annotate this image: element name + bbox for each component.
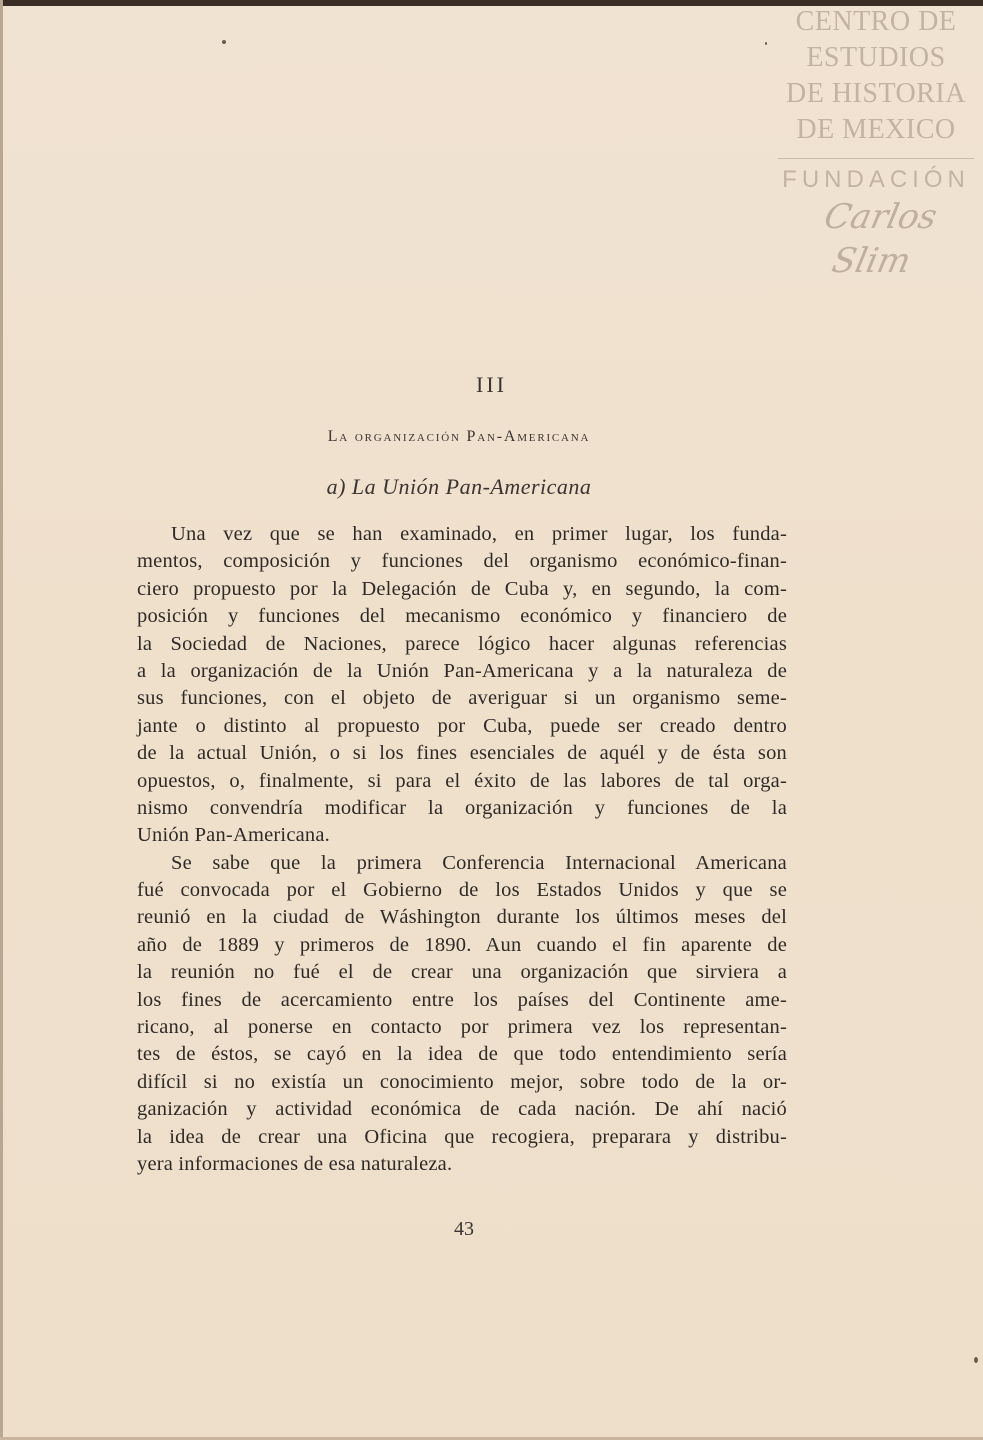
watermark-line: ESTUDIOS <box>806 42 946 73</box>
text-line: los fines de acercamiento entre los países del Continente ame- <box>137 988 787 1011</box>
text-line: yera informaciones de esa naturaleza. <box>137 1152 453 1175</box>
text-line: opuestos, o, finalmente, si para el éxito de las labores de tal orga- <box>137 769 787 792</box>
section-title: La organización Pan-Americana <box>327 428 591 445</box>
page-number: 43 <box>454 1218 474 1240</box>
watermark-foundation: FUNDACIÓN <box>782 166 970 193</box>
text-line: nismo convendría modificar la organización y funciones de la <box>137 796 787 819</box>
text-line: a la organización de la Unión Pan-Americana y a la naturaleza de <box>137 659 787 682</box>
watermark-line: DE HISTORIA <box>786 78 966 109</box>
text-line: reunió en la ciudad de Wáshington durante los últimos meses del <box>137 906 787 929</box>
text-line: mentos, composición y funciones del organismo económico-finan- <box>137 550 787 573</box>
watermark <box>781 4 971 283</box>
text-line: tes de éstos, se cayó en la idea de que todo entendimiento sería <box>137 1043 787 1066</box>
watermark-line: DE MEXICO <box>796 114 956 145</box>
text-line: posición y funciones del mecanismo económico y financiero de <box>137 605 787 628</box>
paper-speck <box>222 40 226 44</box>
text-line: difícil si no existía un conocimiento mejor, sobre todo de la or- <box>137 1070 787 1093</box>
text-line: año de 1889 y primeros de 1890. Aun cuando el fin aparente de <box>137 933 787 956</box>
body-text <box>137 521 787 1178</box>
text-line: ganización y actividad económica de cada nación. De ahí nació <box>137 1098 787 1121</box>
chapter-number: III <box>476 372 507 397</box>
text-line: de la actual Unión, o si los fines esenciales de aquél y de ésta son <box>137 742 787 765</box>
text-line: sus funciones, con el objeto de averiguar si un organismo seme- <box>137 687 787 710</box>
text-line: Una vez que se han examinado, en primer lugar, los funda- <box>171 523 787 545</box>
text-line: fué convocada por el Gobierno de los Estados Unidos y que se <box>137 879 787 902</box>
text-line: la reunión no fué el de crear una organización que sirviera a <box>137 961 787 984</box>
text-line: la idea de crear una Oficina que recogiera, preparara y distribu- <box>137 1125 787 1148</box>
watermark-line: CENTRO DE <box>795 6 957 37</box>
text-line: jante o distinto al propuesto por Cuba, puede ser creado dentro <box>137 714 787 737</box>
text-line: ricano, al ponerse en contacto por primera vez los representan- <box>137 1016 787 1039</box>
paper-speck <box>974 1357 978 1363</box>
text-line: Unión Pan-Americana. <box>137 824 330 847</box>
text-line: ciero propuesto por la Delegación de Cuba y, en segundo, la com- <box>137 577 787 600</box>
watermark-signature: Carlos Slim <box>820 197 941 281</box>
watermark-divider <box>778 158 974 159</box>
text-line: Se sabe que la primera Conferencia Internacional Americana <box>171 851 787 874</box>
paper-speck <box>765 42 767 45</box>
subsection-title: a) La Unión Pan-Americana <box>326 474 592 499</box>
text-line: la Sociedad de Naciones, parece lógico hacer algunas referencias <box>137 632 787 655</box>
